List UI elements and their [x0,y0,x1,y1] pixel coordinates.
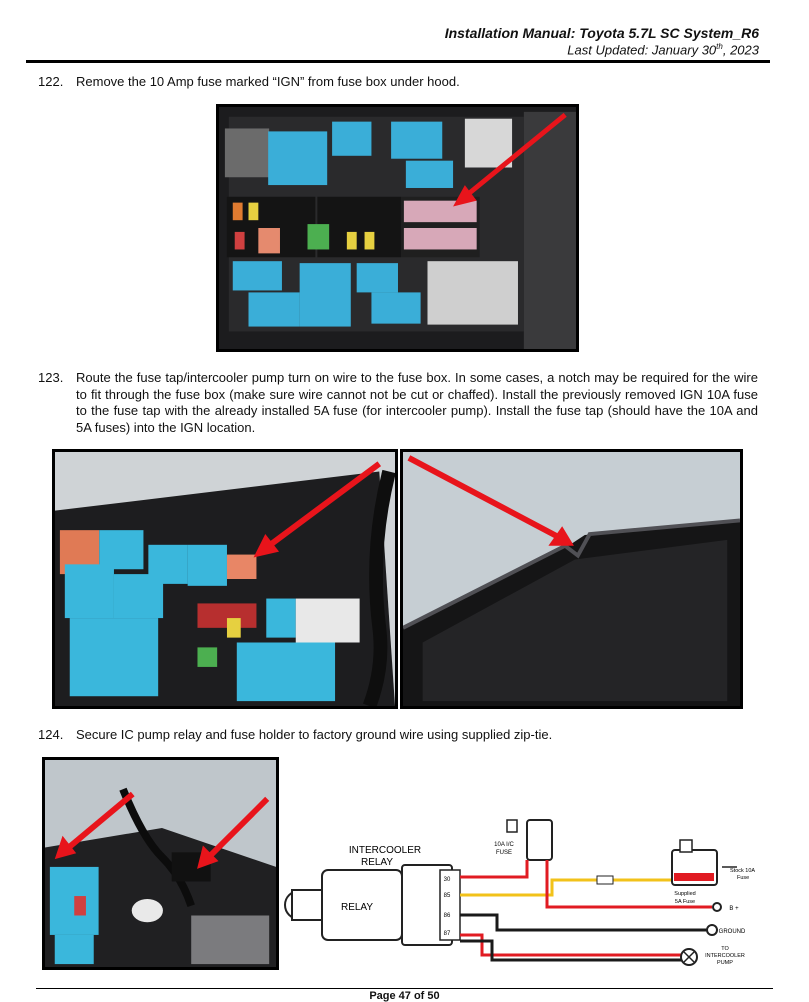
manual-title: Installation Manual: Toyota 5.7L SC System_R6 [444,25,759,41]
wire-pin85-yellow [460,880,692,895]
stock-fuse-line1: Stock 10A [730,868,756,874]
fuse-box-photo [216,104,579,352]
step-124 [38,727,768,745]
stock-fuse-line2: Fuse [737,875,750,881]
step-number: 124. [38,727,64,742]
pin-87-label: 87 [443,931,451,937]
inline-fuse-label-line2: FUSE [495,850,513,856]
page-number: Page 47 of 50 [369,990,440,1002]
relay-label: RELAY [340,902,374,913]
wiring-diagram [282,815,762,975]
pump-label-line1: TO [721,946,729,952]
wire-pump-black [460,941,682,960]
pin-85-label: 85 [443,893,451,899]
pump-label-line3: PUMP [717,960,733,966]
relay-ziptie-photo [42,757,279,970]
relay-title-line2: RELAY [360,857,394,868]
relay-title-line1: INTERCOOLER [348,845,422,856]
step-text: Route the fuse tap/intercooler pump turn on wire to the fuse box. In some cases, a notch may be required for the wire to fit through the fuse box (make sure wire cannot not be cut or chaffed). Install the previously removed IGN 10A fuse to the fuse tap with the already installed 5A fuse (for intercooler pump). Install the fuse tap (should have the 10A and 5A fuses) into the IGN location. [76,370,758,435]
step-122 [38,74,768,92]
bplus-label: B + [729,906,739,912]
last-updated: Last Updated: January 30th, 2023 [567,42,759,58]
inline-fuse-label-line1: 10A I/C [494,842,514,848]
footer-rule [36,988,773,989]
wire-pin30 [460,860,527,877]
pin-86-label: 86 [443,913,451,919]
bplus-terminal [713,903,721,911]
header-rule [26,60,770,63]
step-text: Remove the 10 Amp fuse marked “IGN” from fuse box under hood. [76,74,460,89]
ground-label: GROUND [718,929,746,935]
wire-ground [460,915,712,930]
step-123 [38,370,768,438]
step-number: 122. [38,74,64,89]
step-number: 123. [38,370,64,385]
step-text: Secure IC pump relay and fuse holder to factory ground wire using supplied zip-tie. [76,727,553,742]
fuse-tap-install-photo [52,449,398,709]
fuse-box-notch-photo [400,449,743,709]
ground-terminal [707,925,717,935]
supplied-fuse-line2: 5A Fuse [674,899,696,905]
pump-label-line2: INTERCOOLER [705,953,745,959]
supplied-fuse-line1: Supplied [674,891,696,897]
inline-fuse-holder [527,820,552,860]
pin-30-label: 30 [443,877,451,883]
